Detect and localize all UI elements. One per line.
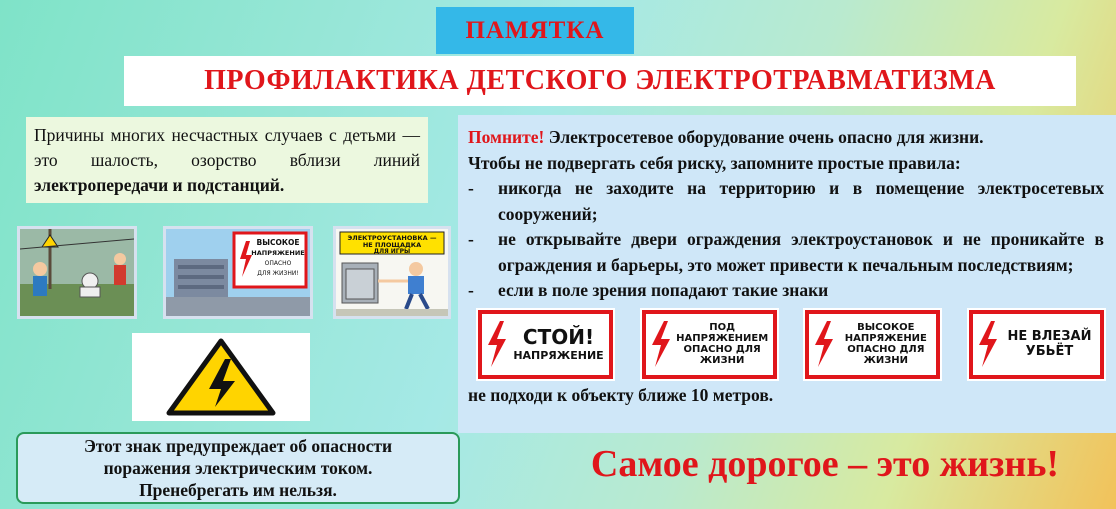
page-title: ПРОФИЛАКТИКА ДЕТСКОГО ЭЛЕКТРОТРАВМАТИЗМА (124, 56, 1076, 106)
rule-bullet: - (468, 178, 474, 198)
sign-note-box (16, 432, 460, 504)
svg-text:НАПРЯЖЕНИЕ: НАПРЯЖЕНИЕ (251, 249, 305, 257)
high-voltage-triangle-sign (132, 333, 310, 421)
rule-bullet: - (468, 229, 474, 249)
lightning-bolt-icon (977, 321, 999, 367)
rules-panel (458, 115, 1116, 433)
sign-do-not-climb (969, 310, 1104, 379)
rules-intro-text: Электросетевое оборудование очень опасно для жизни. (544, 127, 984, 147)
rule-text: если в поле зрения попадают такие знаки (498, 280, 829, 300)
rule-item (468, 227, 1104, 278)
remember-label: Помните! (468, 127, 545, 147)
svg-text:НЕ ПЛОЩАДКА: НЕ ПЛОЩАДКА (362, 241, 422, 249)
sign-high-voltage (805, 310, 940, 379)
memo-title: ПАМЯТКА (436, 7, 634, 54)
rules-footer: не подходи к объекту ближе 10 метров. (468, 384, 774, 405)
kids-playing-illustration (17, 226, 137, 319)
lightning-bolt-icon (813, 321, 835, 367)
rule-item (468, 278, 1104, 304)
sign-text: НАПРЯЖЕНИЕ (513, 348, 604, 362)
lightning-bolt-icon (486, 321, 508, 367)
svg-text:ЭЛЕКТРОУСТАНОВКА —: ЭЛЕКТРОУСТАНОВКА — (347, 234, 437, 242)
svg-text:ДЛЯ ЖИЗНИ!: ДЛЯ ЖИЗНИ! (257, 270, 299, 277)
causes-text: Причины многих несчастных случаев с детьми — это шалость, озорство вблизи линий (34, 125, 420, 170)
sign-under-voltage (642, 310, 777, 379)
sign-text: НЕ ВЛЕЗАЙ УБЬЁТ (1007, 329, 1092, 359)
lightning-bolt-icon (650, 321, 672, 367)
sign-stop-voltage (478, 310, 613, 379)
substation-illustration (163, 226, 313, 319)
sign-text: ВЫСОКОЕ НАПРЯЖЕНИЕ ОПАСНО ДЛЯ ЖИЗНИ (844, 322, 927, 366)
causes-text-bold: электропередачи и подстанций. (34, 175, 285, 195)
rules-intro (468, 125, 1104, 151)
svg-text:ДЛЯ ИГРЫ: ДЛЯ ИГРЫ (373, 248, 411, 255)
sign-text: СТОЙ! (522, 324, 595, 349)
rule-text: никогда не заходите на территорию и в помещение электросетевых сооружений; (498, 178, 1104, 224)
rule-bullet: - (468, 280, 474, 300)
svg-text:ОПАСНО: ОПАСНО (264, 260, 292, 267)
sign-note-line: Этот знак предупреждает об опасности (83, 436, 393, 456)
sign-note-line: Пренебрегать им нельзя. (139, 480, 337, 500)
rule-text: не открывайте двери ограждения электроустановок и не проникайте в ограждения и барьеры, это может привести к печальным последствиям; (498, 229, 1104, 275)
rule-item (468, 176, 1104, 227)
sign-text: ПОД НАПРЯЖЕНИЕМ ОПАСНО ДЛЯ ЖИЗНИ (676, 322, 769, 366)
slogan: Самое дорогое – это жизнь! (590, 443, 1060, 485)
rules-intro-2: Чтобы не подвергать себя риску, запомните простые правила: (468, 152, 961, 173)
poster-illustration (333, 226, 451, 319)
causes-text-box (26, 117, 428, 203)
svg-text:ВЫСОКОЕ: ВЫСОКОЕ (256, 238, 300, 247)
warning-triangle-icon (165, 337, 277, 417)
warning-signs-row (478, 310, 1104, 379)
sign-note-line: поражения электрическим током. (103, 458, 373, 478)
